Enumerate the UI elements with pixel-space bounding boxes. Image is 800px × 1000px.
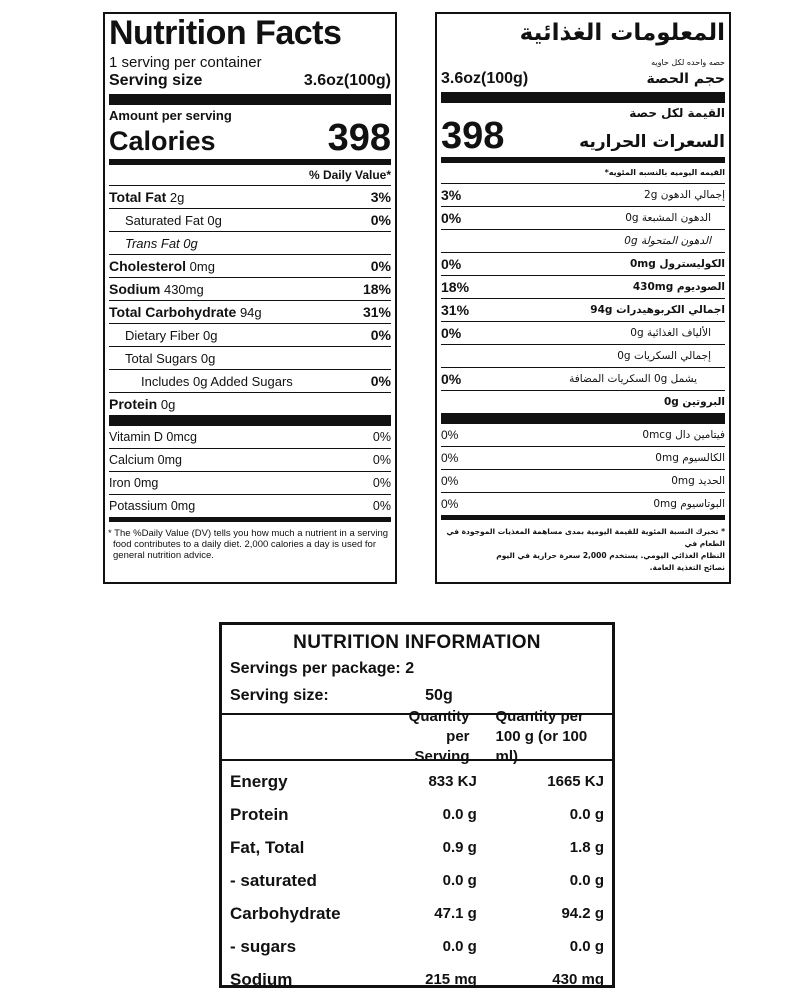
ar-row-total-fat (441, 183, 725, 206)
en-row-iron (109, 471, 391, 494)
ar-calories-label: السعرات الحراريه (579, 132, 725, 152)
en-serving-size-value: 3.6oz(100g) (303, 72, 391, 89)
nutrient-label: الألياف الغذائية 0g (630, 327, 711, 339)
nutrient-amount: 2g (169, 190, 185, 205)
nutrient-label: يشمل 0g السكريات المضافة (569, 373, 697, 385)
nutrient-label: Dietary Fiber 0g (125, 327, 218, 343)
ni-row-per-serving: 0.0 g (442, 872, 477, 889)
en-servings-per-container: 1 serving per container (109, 54, 262, 71)
vitamin-label: Iron 0mg (109, 476, 159, 490)
ar-row-trans-fat (441, 229, 725, 252)
ar-row-iron (441, 469, 725, 492)
vitamin-label: Calcium 0mg (109, 453, 182, 467)
nutrient-amount: 0g (160, 397, 176, 412)
ar-daily-value-header: القيمه اليوميه بالنسبه المئويه* (441, 162, 725, 183)
nutrient-dv: 3% (441, 187, 462, 203)
ar-calories-row (441, 115, 725, 157)
nutrient-label: Includes 0g Added Sugars (141, 373, 293, 389)
vitamin-label: الحديد 0mg (671, 475, 725, 487)
ar-footnote-line: * تخبرك النسبة المئوية للقيمة اليومية بمدى مساهمة المغذيات الموجودة في الطعام في (446, 527, 725, 548)
en-row-total-sugars (109, 346, 391, 369)
ni-serving-size-label: Serving size: (230, 687, 329, 704)
nutrient-label: Total Carbohydrate (109, 304, 237, 320)
nutrient-label: Total Fat (109, 189, 167, 205)
ni-col-per-serving-line2: Serving (414, 748, 470, 765)
table-row (230, 930, 604, 963)
ni-row-name: Sodium (230, 969, 293, 989)
nutrient-label: الكوليسترول 0mg (629, 258, 725, 270)
ar-row-sodium (441, 275, 725, 298)
vitamin-dv: 0% (441, 451, 459, 465)
nutrient-dv: 18% (441, 279, 470, 295)
vitamin-dv: 0% (441, 428, 459, 442)
vitamin-dv: 0% (372, 430, 391, 444)
en-row-vitamin-d (109, 426, 391, 448)
ni-row-per-100: 0.0 g (569, 806, 604, 823)
en-daily-value-header: % Daily Value* (109, 164, 391, 185)
ar-calories-value: 398 (441, 115, 505, 157)
ar-divider-thick (441, 92, 725, 103)
ni-row-per-100: 0.0 g (569, 872, 604, 889)
en-amount-per-serving: Amount per serving (109, 108, 232, 123)
ni-row-name: Fat, Total (230, 837, 305, 857)
vitamin-dv: 0% (441, 497, 459, 511)
en-row-sodium (109, 277, 391, 300)
vitamin-dv: 0% (372, 499, 391, 513)
table-row (230, 864, 604, 897)
ar-row-potassium (441, 492, 725, 515)
ar-footnote (441, 526, 725, 574)
nutrient-dv: 18% (362, 281, 391, 297)
nutrient-label: Total Sugars 0g (125, 350, 216, 366)
en-divider-medium-2 (109, 517, 391, 522)
table-row (230, 831, 604, 864)
nutrient-dv: 0% (441, 256, 462, 272)
en-row-added-sugars (109, 369, 391, 392)
nutrient-dv: 3% (370, 189, 391, 205)
ar-row-added-sugars (441, 367, 725, 390)
ni-col-per-serving-line1: Quantity per (408, 708, 470, 745)
ar-row-total-carbohydrate (441, 298, 725, 321)
en-vitamins-block (109, 426, 391, 517)
nutrient-amount: 0mg (189, 259, 215, 274)
ar-row-total-sugars (441, 344, 725, 367)
en-row-dietary-fiber (109, 323, 391, 346)
ni-col-per-100-line2: 100 g (or 100 ml) (495, 728, 588, 765)
vitamin-label: الكالسيوم 0mg (655, 452, 725, 464)
nutrient-label: الصوديوم 430mg (632, 281, 725, 293)
ni-col-per-serving (382, 707, 475, 767)
vitamin-label: البوتاسيوم 0mg (653, 498, 725, 510)
ni-row-per-100: 1.8 g (569, 839, 604, 856)
nutrient-dv: 0% (370, 373, 391, 389)
nutrient-label: اجمالي الكربوهيدرات 94g (590, 304, 725, 316)
nutrient-dv: 0% (370, 327, 391, 343)
ni-row-per-serving: 215 mg (425, 971, 477, 988)
ni-row-per-100: 1665 KJ (547, 773, 604, 790)
nutrient-dv: 0% (441, 210, 462, 226)
nutrient-label: Trans Fat 0g (125, 235, 198, 251)
ni-col-per-100 (476, 707, 612, 767)
nutrient-dv: 31% (441, 302, 470, 318)
ar-amount-per-serving: القيمة لكل حصة (629, 106, 725, 120)
en-footnote: * The %Daily Value (DV) tells you how much a nutrient in a serving food contributes to a daily diet. 2,000 calories a day is used for general nutrition advice. (108, 528, 389, 561)
ar-servings-per-container: حصه واحده لكل حاويه (651, 58, 725, 67)
en-row-cholesterol (109, 254, 391, 277)
ni-col-per-100-line1: Quantity per (495, 708, 584, 725)
en-title: Nutrition Facts (109, 14, 342, 52)
en-row-protein (109, 392, 391, 415)
ar-vitamins-block (441, 424, 725, 515)
nutrient-amount: 430mg (163, 282, 204, 297)
nutrient-label: Sodium (109, 281, 161, 297)
english-nutrition-facts-label (103, 12, 397, 584)
ar-row-saturated-fat (441, 206, 725, 229)
ar-footnote-line: النظام الغذائي اليومي. يستخدم 2,000 سعرة حرارية في اليوم (496, 551, 725, 560)
en-divider-thick (109, 94, 391, 105)
nutrient-label: Protein (109, 396, 158, 412)
en-divider-thick-2 (109, 415, 391, 426)
ni-table-body (222, 761, 612, 996)
ni-row-per-100: 430 mg (552, 971, 604, 988)
ni-row-name: Protein (230, 804, 289, 824)
ar-serving-size-value: 3.6oz(100g) (441, 70, 529, 87)
ar-divider-medium-2 (441, 515, 725, 520)
vitamin-label: Potassium 0mg (109, 499, 196, 513)
ni-row-name: Energy (230, 771, 288, 791)
nutrient-label: إجمالي الدهون 2g (644, 189, 725, 201)
ni-serving-size-row (230, 682, 604, 709)
en-row-total-carbohydrate (109, 300, 391, 323)
ar-row-calcium (441, 446, 725, 469)
ni-title: NUTRITION INFORMATION (293, 632, 541, 653)
en-calories-row (109, 117, 391, 159)
ni-row-per-serving: 0.0 g (442, 938, 477, 955)
nutrient-dv: 0% (441, 325, 462, 341)
table-row (230, 897, 604, 930)
nutrient-label: البروتين 0g (663, 396, 725, 408)
ar-row-protein (441, 390, 725, 413)
ni-row-per-100: 0.0 g (569, 938, 604, 955)
ni-servings-per-package: Servings per package: 2 (230, 660, 415, 677)
ar-serving-size-label: حجم الحصة (646, 71, 725, 87)
nutrient-label: Cholesterol (109, 258, 187, 274)
en-serving-size-label: Serving size (109, 72, 203, 89)
en-row-trans-fat (109, 231, 391, 254)
ar-row-dietary-fiber (441, 321, 725, 344)
nutrient-label: الدهون المتحولة 0g (624, 235, 711, 247)
ni-row-per-100: 94.2 g (561, 905, 604, 922)
en-row-total-fat (109, 185, 391, 208)
vitamin-label: Vitamin D 0mcg (109, 430, 197, 444)
nutrient-dv: 0% (441, 371, 462, 387)
ar-row-vitamin-d (441, 424, 725, 446)
ar-title: المعلومات الغذائية (519, 20, 725, 46)
ni-column-headers (222, 708, 612, 765)
table-row (230, 798, 604, 831)
ni-row-per-serving: 833 KJ (428, 773, 477, 790)
en-calories-label: Calories (109, 126, 216, 156)
ni-row-per-serving: 47.1 g (434, 905, 477, 922)
nutrient-dv: 31% (362, 304, 391, 320)
nutrient-label: الدهون المشبعة 0g (625, 212, 711, 224)
ar-footnote-line: نصائح التغذية العامة. (649, 563, 725, 572)
en-row-calcium (109, 448, 391, 471)
en-row-potassium (109, 494, 391, 517)
table-row (230, 765, 604, 798)
vitamin-dv: 0% (372, 476, 391, 490)
ni-row-per-serving: 0.9 g (442, 839, 477, 856)
ni-row-per-serving: 0.0 g (442, 806, 477, 823)
ar-row-cholesterol (441, 252, 725, 275)
en-calories-value: 398 (327, 117, 391, 159)
en-row-saturated-fat (109, 208, 391, 231)
ni-serving-size-value: 50g (425, 687, 453, 704)
nutrition-information-panel (219, 622, 615, 988)
ar-divider-thick-2 (441, 413, 725, 424)
en-serving-size-row (109, 71, 391, 90)
vitamin-dv: 0% (441, 474, 459, 488)
ni-row-name: - saturated (230, 870, 317, 890)
nutrient-dv: 0% (370, 258, 391, 274)
ni-row-name: Carbohydrate (230, 903, 341, 923)
vitamin-label: فيتامين دال 0mcg (642, 429, 725, 441)
table-row (230, 963, 604, 996)
nutrient-amount: 94g (239, 305, 262, 320)
nutrient-label: Saturated Fat 0g (125, 212, 222, 228)
nutrient-dv: 0% (370, 212, 391, 228)
ni-row-name: - sugars (230, 936, 297, 956)
arabic-nutrition-facts-label (435, 12, 731, 584)
vitamin-dv: 0% (372, 453, 391, 467)
nutrient-label: إجمالي السكريات 0g (617, 350, 711, 362)
ar-serving-size-row (441, 70, 725, 88)
